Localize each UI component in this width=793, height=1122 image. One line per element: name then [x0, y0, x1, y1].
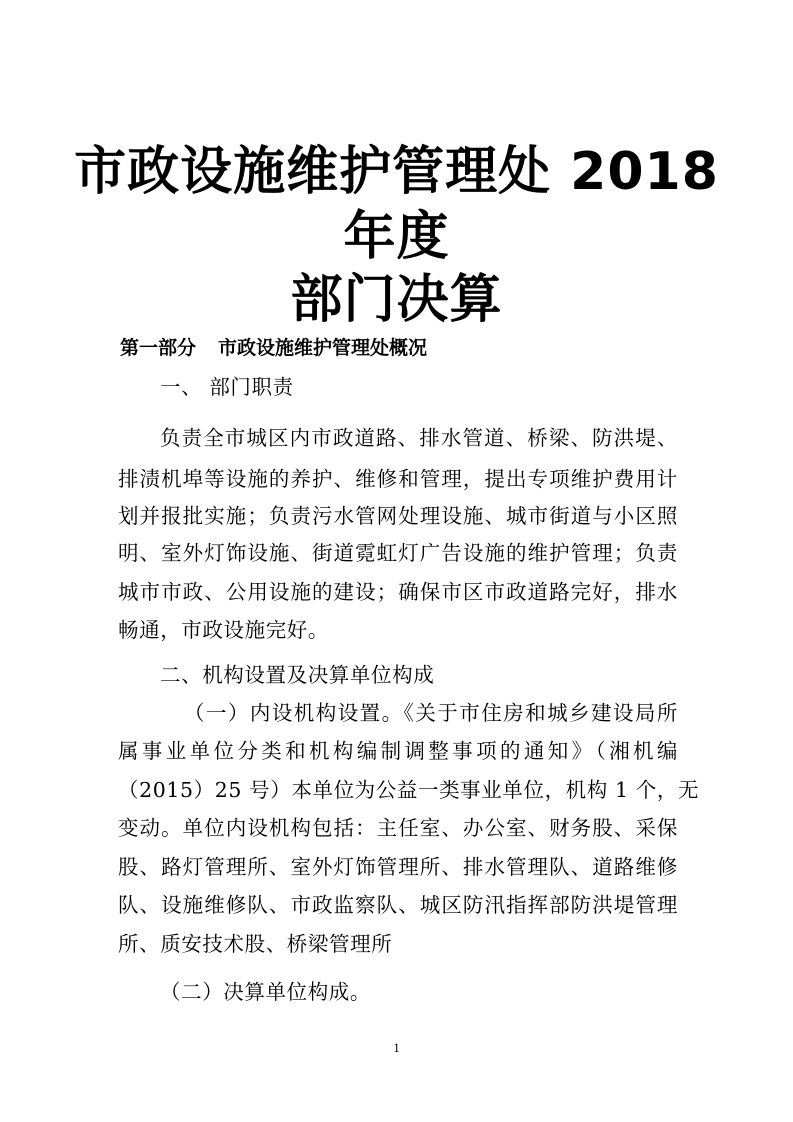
- paragraph-line: 变动。单位内设机构包括：主任室、办公室、财务股、采保: [118, 816, 678, 840]
- paragraph-line: 所、质安技术股、桥梁管理所: [118, 932, 393, 956]
- section-1-heading: 一、 部门职责: [160, 375, 294, 399]
- paragraph-line: 股、路灯管理所、室外灯饰管理所、排水管理队、道路维修: [118, 855, 678, 879]
- paragraph-line: 明、室外灯饰设施、街道霓虹灯广告设施的维护管理；负责: [118, 541, 678, 565]
- paragraph-line: 队、设施维修队、市政监察队、城区防汛指挥部防洪堤管理: [118, 893, 678, 917]
- document-title-line-3: 部门决算: [290, 270, 503, 330]
- document-title-line-1: 市政设施维护管理处 2018: [74, 142, 719, 202]
- paragraph-line: （2015）25 号）本单位为公益一类事业单位，机构 1 个，无: [118, 778, 700, 802]
- page-number: 1: [393, 1040, 400, 1055]
- document-title-line-2: 年度: [343, 207, 450, 267]
- paragraph-line: 负责全市城区内市政道路、排水管道、桥梁、防洪堤、: [160, 426, 678, 450]
- part-one-heading: [120, 334, 427, 362]
- subsection-2-heading: （二）决算单位构成。: [160, 980, 371, 1004]
- paragraph-line: （一）内设机构设置。《关于市住房和城乡建设局所: [184, 701, 678, 725]
- part-one-name: 市政设施维护管理处概况: [218, 337, 428, 359]
- paragraph-line: 排渍机埠等设施的养护、维修和管理，提出专项维护费用计: [118, 467, 678, 491]
- paragraph-line: 划并报批实施；负责污水管网处理设施、城市街道与小区照: [118, 504, 678, 528]
- paragraph-line: 畅通，市政设施完好。: [118, 618, 329, 642]
- section-2-heading: 二、机构设置及决算单位构成: [160, 663, 435, 687]
- part-one-label: 第一部分: [120, 337, 197, 359]
- paragraph-line: 城市市政、公用设施的建设；确保市区市政道路完好，排水: [118, 580, 678, 604]
- paragraph-line: 属事业单位分类和机构编制调整事项的通知》（湘机编: [118, 739, 678, 763]
